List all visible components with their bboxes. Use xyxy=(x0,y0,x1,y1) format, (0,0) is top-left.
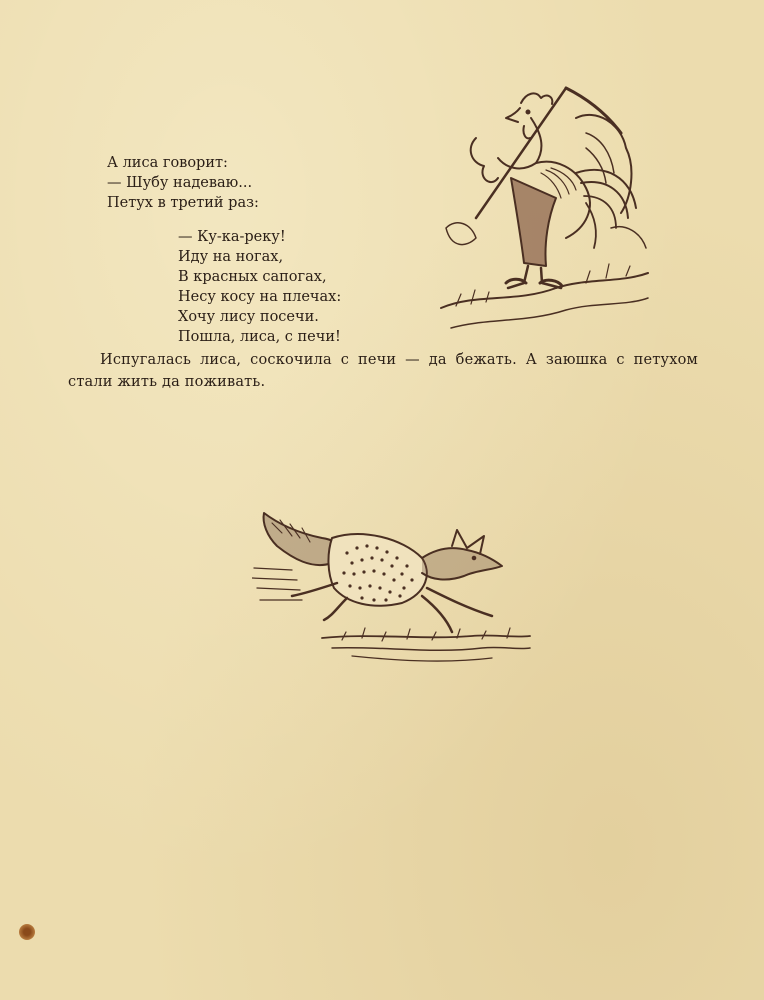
verse-line: Иду на ногах, xyxy=(178,249,284,265)
prose-text: Испугалась лиса, соскочила с печи — да бежать. А заюшка с петухом стали жить да поживать. xyxy=(68,352,698,390)
dialogue-line: — Шубу надеваю... xyxy=(107,175,253,191)
verse-line: Несу косу на плечах: xyxy=(178,289,342,305)
dialogue-line: А лиса говорит: xyxy=(107,155,228,171)
dialogue-line: Петух в третий раз: xyxy=(107,195,259,211)
fox-illustration xyxy=(252,508,534,680)
verse-line: В красных сапогах, xyxy=(178,269,327,285)
paper-stain xyxy=(19,924,35,940)
verse-line: — Ку-ка-реку! xyxy=(178,229,286,245)
rooster-illustration xyxy=(436,78,651,338)
prose-paragraph xyxy=(68,349,698,393)
verse-line: Хочу лису посечи. xyxy=(178,309,319,325)
verse-block xyxy=(178,227,341,347)
verse-line: Пошла, лиса, с печи! xyxy=(178,329,341,345)
dialogue-block xyxy=(107,153,259,213)
